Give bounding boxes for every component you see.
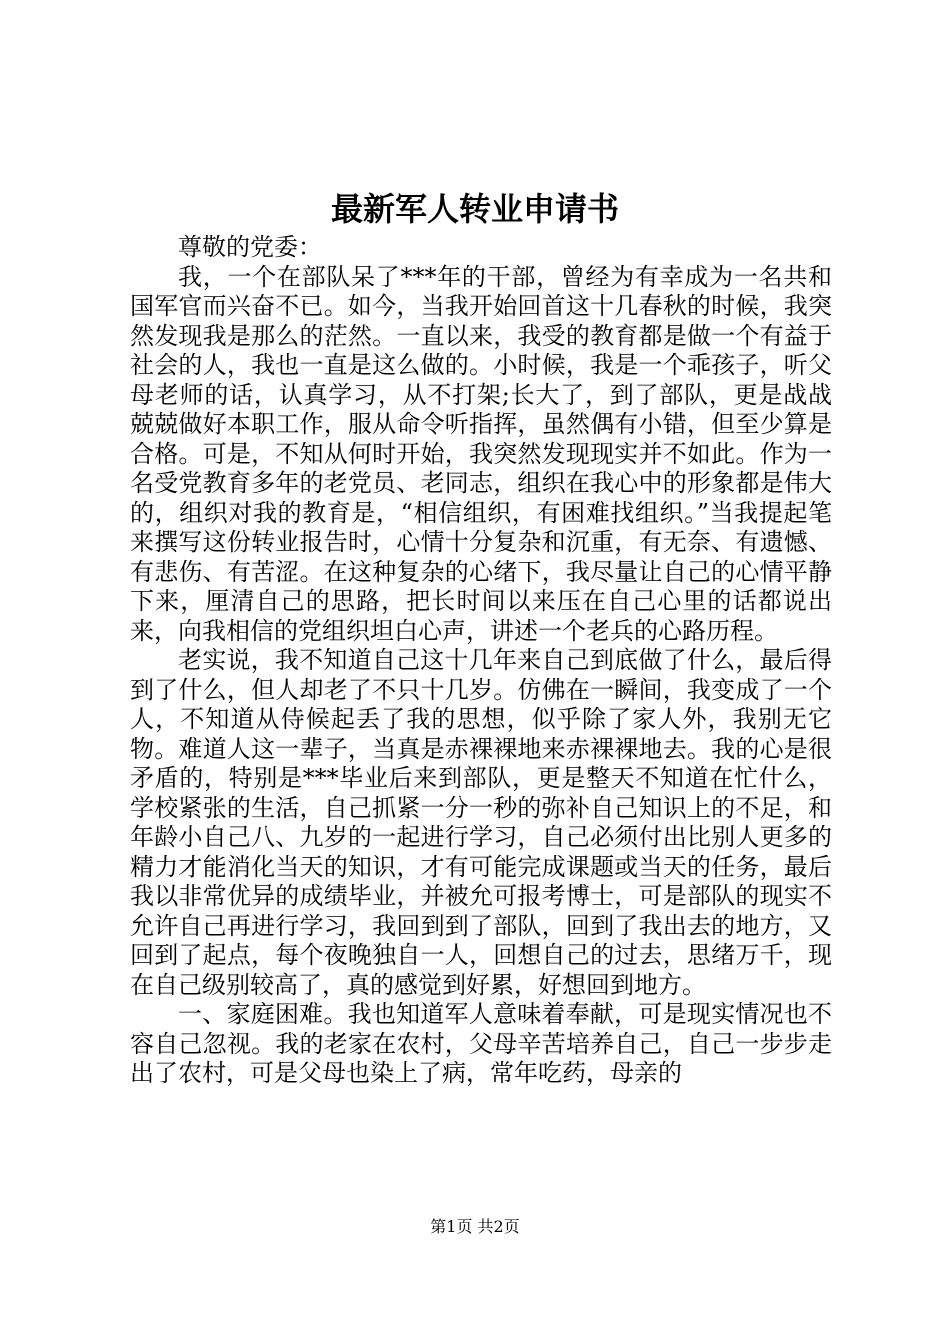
- paragraph-3: 一、家庭困难。我也知道军人意味着奉献，可是现实情况也不容自己忽视。我的老家在农村，父母辛苦培养自己，自己一步步走出了农村，可是父母也染上了病，常年吃药，母亲的: [130, 1000, 832, 1087]
- document-body: [130, 233, 832, 1089]
- paragraph-2: 老实说，我不知道自己这十几年来自己到底做了什么，最后得到了什么，但人却老了不只十几岁。仿佛在一瞬间，我变成了一个人，不知道从侍候起丢了我的思想，似乎除了家人外，我别无它物。难道人这一辈子，当真是赤裸裸地来赤裸裸地去。我的心是很矛盾的，特别是***毕业后来到部队，更是整天不知道在忙什么，学校紧张的生活，自己抓紧一分一秒的弥补自己知识上的不足，和年龄小自己八、九岁的一起进行学习，自己必须付出比别人更多的精力才能消化当天的知识，才有可能完成课题或当天的任务，最后我以非常优异的成绩毕业，并被允可报考博士，可是部队的现实不允许自己再进行学习，我回到到了部队，回到了我出去的地方，又回到了起点，每个夜晚独自一人，回想自己的过去，思绪万千，现在自己级别较高了，真的感觉到好累，好想回到地方。: [130, 646, 832, 999]
- salutation: 尊敬的党委：: [178, 233, 322, 261]
- page-indicator: 第1页 共2页: [430, 1217, 520, 1236]
- document-title: 最新军人转业申请书: [330, 190, 619, 228]
- paragraph-1: 我，一个在部队呆了***年的干部，曾经为有幸成为一名共和国军官而兴奋不已。如今，当我开始回首这十几春秋的时候，我突然发现我是那么的茫然。一直以来，我受的教育都是做一个有益于社会的人，我也一直是这么做的。小时候，我是一个乖孩子，听父母老师的话，认真学习，从不打架;长大了，到了部队，更是战战兢兢做好本职工作，服从命令听指挥，虽然偶有小错，但至少算是合格。可是，不知从何时开始，我突然发现现实并不如此。作为一名受党教育多年的老党员、老同志，组织在我心中的形象都是伟大的，组织对我的教育是，“相信组织，有困难找组织。”当我提起笔来撰写这份转业报告时，心情十分复杂和沉重，有无奈、有遗憾、有悲伤、有苦涩。在这种复杂的心绪下，我尽量让自己的心情平静下来，厘清自己的思路，把长时间以来压在自己心里的话都说出来，向我相信的党组织坦白心声，讲述一个老兵的心路历程。: [130, 262, 832, 645]
